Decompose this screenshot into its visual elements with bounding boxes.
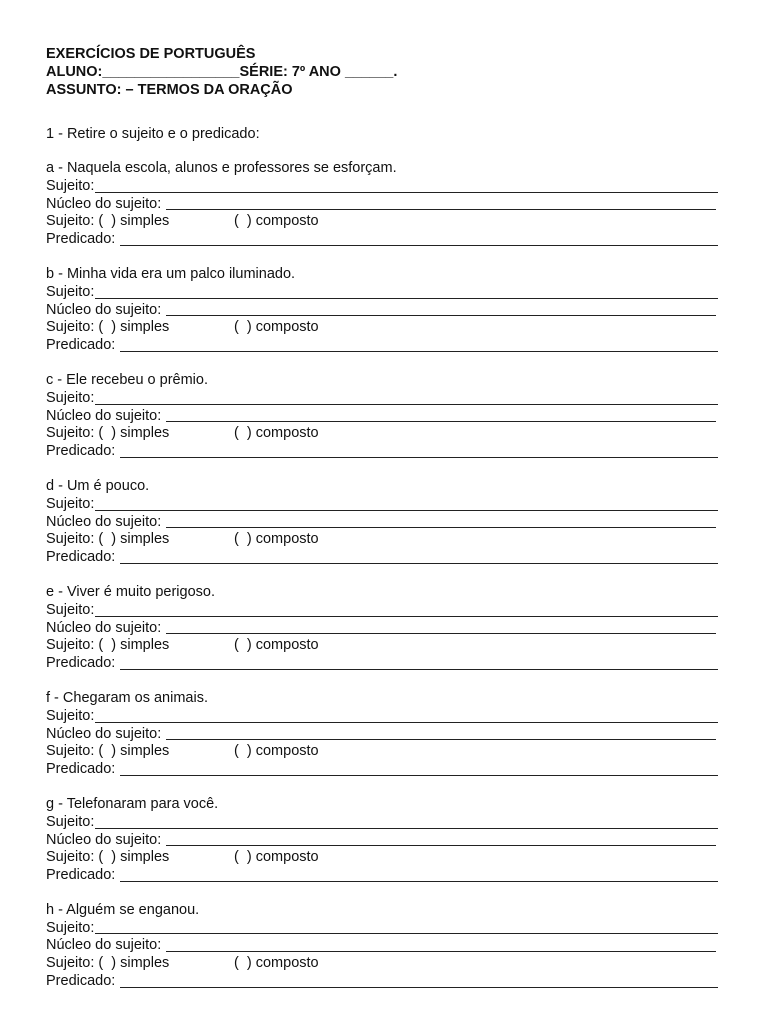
sentence-text: g - Telefonaram para você. bbox=[46, 795, 219, 812]
sujeito-label: Sujeito: bbox=[46, 707, 95, 724]
predicado-blank[interactable] bbox=[120, 869, 718, 882]
predicado-label: Predicado: bbox=[46, 443, 120, 460]
nucleo-answer-line bbox=[46, 620, 718, 638]
predicado-answer-line bbox=[46, 337, 718, 355]
sujeito-blank[interactable] bbox=[95, 710, 718, 723]
sujeito-type-choice bbox=[46, 955, 718, 973]
sujeito-answer-line bbox=[46, 496, 718, 514]
predicado-blank[interactable] bbox=[120, 975, 718, 988]
sujeito-blank[interactable] bbox=[95, 604, 718, 617]
simples-option[interactable]: Sujeito: ( ) simples bbox=[46, 425, 170, 442]
sujeito-answer-line bbox=[46, 920, 718, 938]
nucleo-label: Núcleo do sujeito: bbox=[46, 407, 166, 424]
sujeito-label: Sujeito: bbox=[46, 919, 95, 936]
sentence-text: h - Alguém se enganou. bbox=[46, 901, 200, 918]
predicado-answer-line bbox=[46, 761, 718, 779]
nucleo-blank[interactable] bbox=[166, 939, 716, 952]
simples-option[interactable]: Sujeito: ( ) simples bbox=[46, 637, 170, 654]
nucleo-label: Núcleo do sujeito: bbox=[46, 513, 166, 530]
predicado-answer-line bbox=[46, 655, 718, 673]
exercise-list bbox=[46, 160, 718, 991]
predicado-label: Predicado: bbox=[46, 655, 120, 672]
nucleo-label: Núcleo do sujeito: bbox=[46, 725, 166, 742]
sujeito-label: Sujeito: bbox=[46, 813, 95, 830]
simples-option[interactable]: Sujeito: ( ) simples bbox=[46, 319, 170, 336]
sujeito-blank[interactable] bbox=[95, 286, 718, 299]
exercise-item bbox=[46, 266, 718, 355]
sujeito-blank[interactable] bbox=[95, 498, 718, 511]
composto-option[interactable]: ( ) composto bbox=[234, 213, 319, 230]
predicado-blank[interactable] bbox=[120, 445, 718, 458]
predicado-label: Predicado: bbox=[46, 337, 120, 354]
nucleo-answer-line bbox=[46, 832, 718, 850]
sujeito-type-choice bbox=[46, 425, 718, 443]
predicado-answer-line bbox=[46, 867, 718, 885]
question-instruction: 1 - Retire o sujeito e o predicado: bbox=[46, 126, 260, 142]
sujeito-answer-line bbox=[46, 708, 718, 726]
exercise-item bbox=[46, 690, 718, 779]
nucleo-blank[interactable] bbox=[166, 621, 716, 634]
exercise-item bbox=[46, 902, 718, 991]
nucleo-answer-line bbox=[46, 726, 718, 744]
composto-option[interactable]: ( ) composto bbox=[234, 531, 319, 548]
sujeito-label: Sujeito: bbox=[46, 177, 95, 194]
sujeito-label: Sujeito: bbox=[46, 601, 95, 618]
predicado-blank[interactable] bbox=[120, 763, 718, 776]
nucleo-label: Núcleo do sujeito: bbox=[46, 619, 166, 636]
simples-option[interactable]: Sujeito: ( ) simples bbox=[46, 213, 170, 230]
sentence-text: c - Ele recebeu o prêmio. bbox=[46, 371, 208, 388]
sentence-text: e - Viver é muito perigoso. bbox=[46, 583, 215, 600]
nucleo-answer-line bbox=[46, 408, 718, 426]
exercise-item bbox=[46, 584, 718, 673]
worksheet-title: EXERCÍCIOS DE PORTUGUÊS bbox=[46, 46, 256, 62]
sujeito-type-choice bbox=[46, 637, 718, 655]
exercise-sentence bbox=[46, 266, 718, 284]
nucleo-label: Núcleo do sujeito: bbox=[46, 301, 166, 318]
nucleo-blank[interactable] bbox=[166, 409, 716, 422]
exercise-item bbox=[46, 160, 718, 249]
sujeito-answer-line bbox=[46, 178, 718, 196]
nucleo-answer-line bbox=[46, 514, 718, 532]
exercise-sentence bbox=[46, 584, 718, 602]
sentence-text: f - Chegaram os animais. bbox=[46, 689, 208, 706]
nucleo-answer-line bbox=[46, 937, 718, 955]
predicado-answer-line bbox=[46, 973, 718, 991]
sujeito-type-choice bbox=[46, 531, 718, 549]
nucleo-blank[interactable] bbox=[166, 515, 716, 528]
sujeito-blank[interactable] bbox=[95, 921, 718, 934]
sentence-text: d - Um é pouco. bbox=[46, 477, 150, 494]
composto-option[interactable]: ( ) composto bbox=[234, 743, 319, 760]
sujeito-type-choice bbox=[46, 743, 718, 761]
nucleo-blank[interactable] bbox=[166, 303, 716, 316]
simples-option[interactable]: Sujeito: ( ) simples bbox=[46, 743, 170, 760]
sujeito-type-choice bbox=[46, 213, 718, 231]
exercise-sentence bbox=[46, 902, 718, 920]
predicado-blank[interactable] bbox=[120, 551, 718, 564]
exercise-item bbox=[46, 796, 718, 885]
exercise-item bbox=[46, 478, 718, 567]
sentence-text: b - Minha vida era um palco iluminado. bbox=[46, 265, 296, 282]
predicado-answer-line bbox=[46, 549, 718, 567]
simples-option[interactable]: Sujeito: ( ) simples bbox=[46, 531, 170, 548]
sujeito-type-choice bbox=[46, 849, 718, 867]
simples-option[interactable]: Sujeito: ( ) simples bbox=[46, 955, 170, 972]
composto-option[interactable]: ( ) composto bbox=[234, 849, 319, 866]
predicado-blank[interactable] bbox=[120, 233, 718, 246]
student-grade-line: ALUNO:_________________SÉRIE: 7º ANO ______. bbox=[46, 64, 398, 80]
sujeito-answer-line bbox=[46, 284, 718, 302]
exercise-sentence bbox=[46, 160, 718, 178]
exercise-sentence bbox=[46, 796, 718, 814]
nucleo-answer-line bbox=[46, 302, 718, 320]
sujeito-blank[interactable] bbox=[95, 180, 718, 193]
nucleo-label: Núcleo do sujeito: bbox=[46, 831, 166, 848]
predicado-answer-line bbox=[46, 231, 718, 249]
composto-option[interactable]: ( ) composto bbox=[234, 637, 319, 654]
nucleo-answer-line bbox=[46, 196, 718, 214]
composto-option[interactable]: ( ) composto bbox=[234, 955, 319, 972]
sujeito-label: Sujeito: bbox=[46, 389, 95, 406]
predicado-label: Predicado: bbox=[46, 867, 120, 884]
composto-option[interactable]: ( ) composto bbox=[234, 425, 319, 442]
sujeito-blank[interactable] bbox=[95, 816, 718, 829]
sentence-text: a - Naquela escola, alunos e professores se esforçam. bbox=[46, 160, 397, 176]
simples-option[interactable]: Sujeito: ( ) simples bbox=[46, 849, 170, 866]
exercise-sentence bbox=[46, 372, 718, 390]
nucleo-blank[interactable] bbox=[166, 833, 716, 846]
sujeito-answer-line bbox=[46, 814, 718, 832]
sujeito-type-choice bbox=[46, 319, 718, 337]
sujeito-label: Sujeito: bbox=[46, 495, 95, 512]
predicado-blank[interactable] bbox=[120, 657, 718, 670]
subject-line: ASSUNTO: – TERMOS DA ORAÇÃO bbox=[46, 82, 293, 98]
exercise-sentence bbox=[46, 478, 718, 496]
nucleo-blank[interactable] bbox=[166, 197, 716, 210]
predicado-answer-line bbox=[46, 443, 718, 461]
nucleo-label: Núcleo do sujeito: bbox=[46, 937, 166, 954]
sujeito-label: Sujeito: bbox=[46, 283, 95, 300]
sujeito-answer-line bbox=[46, 390, 718, 408]
predicado-blank[interactable] bbox=[120, 339, 718, 352]
nucleo-label: Núcleo do sujeito: bbox=[46, 195, 166, 212]
exercise-sentence bbox=[46, 690, 718, 708]
sujeito-blank[interactable] bbox=[95, 392, 718, 405]
sujeito-answer-line bbox=[46, 602, 718, 620]
nucleo-blank[interactable] bbox=[166, 727, 716, 740]
predicado-label: Predicado: bbox=[46, 231, 120, 248]
worksheet bbox=[46, 45, 718, 991]
predicado-label: Predicado: bbox=[46, 549, 120, 566]
predicado-label: Predicado: bbox=[46, 761, 120, 778]
predicado-label: Predicado: bbox=[46, 973, 120, 990]
exercise-item bbox=[46, 372, 718, 461]
composto-option[interactable]: ( ) composto bbox=[234, 319, 319, 336]
